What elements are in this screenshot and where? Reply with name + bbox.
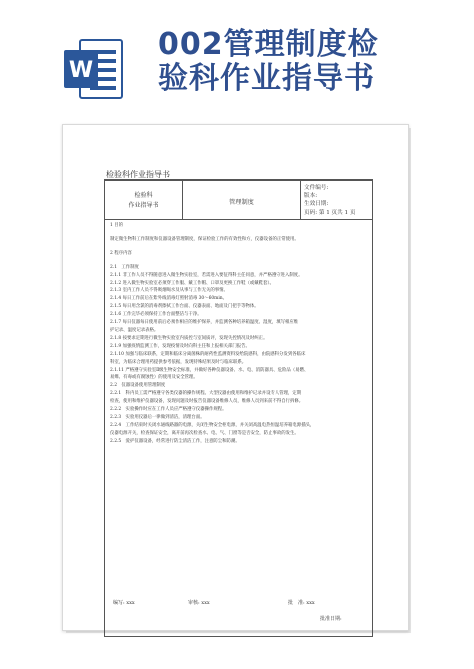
- body-line: 2.1.6 工作完毕必须保持工作台面整洁与干净。: [110, 312, 202, 318]
- body-line: 检查，使用和维护仪器设备，发现问题及时报告仪器设备维修人员，维修人员到来前不得自行拆修。: [110, 399, 304, 405]
- page-title-line2: 验科作业指导书: [158, 61, 375, 96]
- effective-date-label: 生效日期:: [304, 201, 329, 207]
- body-line: 易爆、有毒或有腐蚀性）的使用及安全管理。: [110, 375, 198, 381]
- body-line: 2.2.5 爱护仪器设备，经常进行防尘清洁工作，注意防尘和防潮。: [110, 438, 240, 444]
- body-line: 1 目的: [110, 223, 123, 228]
- body-line: 2.1.10 加强与临床联系，定期和临床分离菌株的耐药性监测资料发给院感科，由院感科分发到各临床: [110, 351, 306, 357]
- body-line: 2.1.3 室内工作人员不得吸烟喝水及从事与工作无关的事情。: [110, 288, 228, 294]
- body-line: 仪器电源开关，检查保证安全，离开前再次检查水、电、气、门窗等是否安全，防止事故的发生。: [110, 430, 299, 436]
- body-line: 2.1.7 每日仪器每日使用前后必须作相应的维护保养，并监测各种培养箱温度、湿度，填写相应维: [110, 320, 299, 326]
- body-line: 2.1.11 严格遵守实验室Ⅱ级生物安全标准，并做好各种仪器设备、水、电、消防器具、危险品（易燃、: [110, 367, 309, 373]
- document-heading: 检验科作业指导书: [106, 170, 170, 179]
- approval-date-label: 批准日期:: [320, 616, 342, 622]
- header-banner: [0, 0, 474, 115]
- approver-label: 批 准: xxx: [288, 600, 315, 606]
- body-line: 2.2.3 实验用仪器后一律做到清洁，清理台面。: [110, 414, 205, 420]
- department-cell: [105, 181, 183, 219]
- body-line: 2.1.5 每日用含氯的消毒剂擦拭工作台面、仪器表面、地面及门把手等物体。: [110, 304, 259, 310]
- body-line: 2.1.9 加强疫情监测工作，发现疫情及时向科主任和上报相关部门报告。: [110, 343, 250, 349]
- body-line: 2 程序内容: [110, 250, 132, 256]
- info-table-row: [105, 181, 372, 220]
- page-title-line1: 002管理制度检: [158, 27, 379, 62]
- document-preview: [62, 124, 409, 631]
- page-number-label: 页码: 第 1 页共 1 页: [304, 210, 356, 216]
- doc-type-cell: [183, 181, 301, 219]
- doc-type-label: 管理制度: [229, 199, 254, 206]
- body-line: 护记录、温度记录表格。: [110, 327, 159, 333]
- word-document-icon: [62, 38, 124, 100]
- body-line: 制定微生物科工作制度和仪器设备管理制度，保证检验工作的有效性和方，仪器设备的正常使用。: [110, 236, 299, 242]
- body-line: 科室，为临床合理用药提供参考依据，发现特殊结果及时与临床联系。: [110, 359, 247, 365]
- file-number-label: 文件编号:: [304, 185, 329, 191]
- writer-label: 编写: xxx: [113, 600, 135, 606]
- body-line: 2.1.1 非工作人员不得随意进入微生物实验室，若需进入要征得科主任同意，并严格遵守进入制度。: [110, 272, 303, 278]
- body-line: 2.2.2 实验操作时应在工作人员应严格遵守仪器操作规程。: [110, 407, 227, 413]
- document-frame: [104, 180, 373, 637]
- document-body: [110, 222, 368, 446]
- word-icon-letter: W: [68, 58, 94, 83]
- body-line: 2.1.8 按要求定期进行微生物实验室内质控与室间质评，发现失控情况及时纠正。: [110, 335, 268, 341]
- body-line: 2.1 工作制度: [110, 264, 139, 270]
- body-line: 2.2.1 科内员工需严格遵守各类仪器的操作规程。大型仪器由使用和维护记录并设专人管理，定期: [110, 391, 302, 397]
- guide-label: 作业指导书: [128, 202, 159, 209]
- body-line: 2.1.2 进入微生物实验室必须穿工作服、戴工作帽、口罩及更换工作鞋（或戴鞋套）。: [110, 280, 275, 286]
- version-label: 版本:: [304, 193, 318, 199]
- body-line: 2.2 仪器设备使用管理制度: [110, 383, 166, 389]
- department-label: 检验科: [134, 192, 153, 199]
- body-line: 2.2.4 工作结束时关闭水通线路器的电源，关闭生物安全柜电源，并关闭高温电热恒温培养箱电源插头，: [110, 422, 315, 428]
- doc-meta-cell: [301, 181, 372, 219]
- body-line: 2.1.4 每日工作前后在紫外线消毒灯照射消毒 30～60min。: [110, 296, 227, 302]
- page-title: [158, 28, 379, 96]
- reviewer-label: 审核: xxx: [188, 600, 210, 606]
